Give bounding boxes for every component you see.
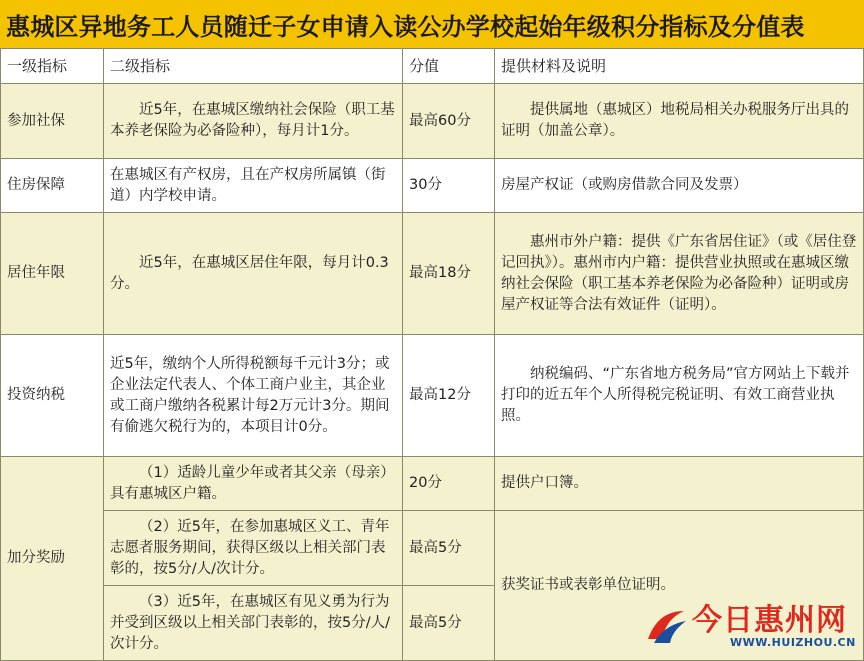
row-level2: 近5年，在惠城区缴纳社会保险（职工基本养老保险为必备险种），每月计1分。: [104, 84, 403, 159]
row-material: 提供属地（惠城区）地税局相关办税服务厅出具的证明（加盖公章）。: [495, 84, 864, 159]
row-level1: 居住年限: [1, 213, 104, 335]
header-level1: 一级指标: [1, 49, 104, 84]
table-row: [1, 511, 864, 586]
row-level2: （1）适龄儿童少年或者其父亲（母亲）具有惠城区户籍。: [104, 457, 403, 511]
row-material: 惠州市外户籍：提供《广东省居住证》（或《居住登记回执》）。惠州市内户籍：提供营业执照或在惠城区缴纳社会保险（职工基本养老保险为必备险种）证明或房屋产权证等合法有效证件（证明）。: [495, 213, 864, 335]
logo-text: 今日惠州网: [692, 606, 856, 636]
row-material: 获奖证书或表彰单位证明。: [495, 511, 864, 661]
logo-url: WWW.HUIZHOU.CN: [730, 636, 856, 649]
row-level1: 加分奖励: [1, 457, 104, 661]
table-header-row: [1, 49, 864, 84]
row-score: 最高60分: [403, 84, 495, 159]
row-score: 最高12分: [403, 335, 495, 457]
page-title: 惠城区异地务工人员随迁子女申请入读公办学校起始年级积分指标及分值表: [0, 7, 805, 42]
logo-swoosh-icon: [644, 605, 688, 649]
table-row: [1, 335, 864, 457]
header-score: 分值: [403, 49, 495, 84]
row-level2: （2）近5年，在参加惠城区义工、青年志愿者服务期间，获得区级以上相关部门表彰的，按5分/人/次计分。: [104, 511, 403, 586]
header-material: 提供材料及说明: [495, 49, 864, 84]
table-row: [1, 84, 864, 159]
row-level1: 住房保障: [1, 159, 104, 213]
row-level1: 参加社保: [1, 84, 104, 159]
header-level2: 二级指标: [104, 49, 403, 84]
row-level2: 近5年，缴纳个人所得税额每千元计3分；或企业法定代表人、个体工商户业主，其企业或工商户缴纳各税累计每2万元计3分。期间有偷逃欠税行为的，本项目计0分。: [104, 335, 403, 457]
table-row: [1, 159, 864, 213]
row-material: 纳税编码、“广东省地方税务局”官方网站上下载并打印的近五年个人所得税完税证明、有效工商营业执照。: [495, 335, 864, 457]
row-material: 提供户口簿。: [495, 457, 864, 511]
table-row: [1, 457, 864, 511]
score-table: [0, 48, 864, 661]
row-level2: （3）近5年，在惠城区有见义勇为行为并受到区级以上相关部门表彰的，按5分/人/次计分。: [104, 586, 403, 661]
site-logo: [644, 598, 864, 656]
row-level2: 近5年，在惠城区居住年限，每月计0.3分。: [104, 213, 403, 335]
row-level2: 在惠城区有产权房，且在产权房所属镇（街道）内学校申请。: [104, 159, 403, 213]
row-score: 最高5分: [403, 511, 495, 586]
row-score: 20分: [403, 457, 495, 511]
row-score: 最高5分: [403, 586, 495, 661]
row-material: 房屋产权证（或购房借款合同及发票）: [495, 159, 864, 213]
table-row: [1, 213, 864, 335]
title-bar: [0, 0, 864, 48]
row-score: 30分: [403, 159, 495, 213]
row-level1: 投资纳税: [1, 335, 104, 457]
row-score: 最高18分: [403, 213, 495, 335]
